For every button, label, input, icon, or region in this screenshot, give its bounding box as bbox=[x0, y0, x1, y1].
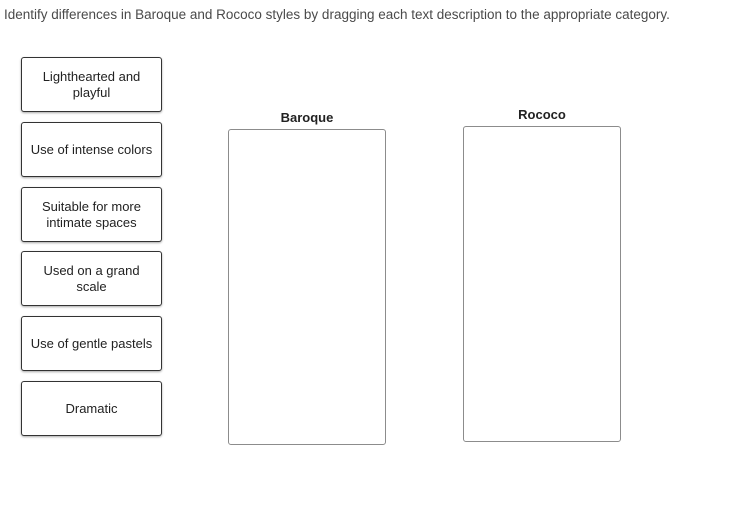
draggable-card-used-on-a-grand-scale[interactable]: Used on a grand scale bbox=[21, 251, 162, 306]
rococo-drop-zone[interactable] bbox=[463, 126, 621, 442]
rococo-category-heading: Rococo bbox=[518, 107, 566, 122]
draggable-card-use-of-gentle-pastels[interactable]: Use of gentle pastels bbox=[21, 316, 162, 371]
baroque-drop-zone[interactable] bbox=[228, 129, 386, 445]
baroque-category-heading: Baroque bbox=[280, 110, 334, 125]
draggable-card-use-of-intense-colors[interactable]: Use of intense colors bbox=[21, 122, 162, 177]
draggable-card-suitable-for-more-intimate-spaces[interactable]: Suitable for more intimate spaces bbox=[21, 187, 162, 242]
draggable-card-dramatic[interactable]: Dramatic bbox=[21, 381, 162, 436]
draggable-card-lighthearted-and-playful[interactable]: Lighthearted and playful bbox=[21, 57, 162, 112]
instructions-text: Identify differences in Baroque and Rococo styles by dragging each text description to the appropriate category. bbox=[4, 7, 670, 22]
